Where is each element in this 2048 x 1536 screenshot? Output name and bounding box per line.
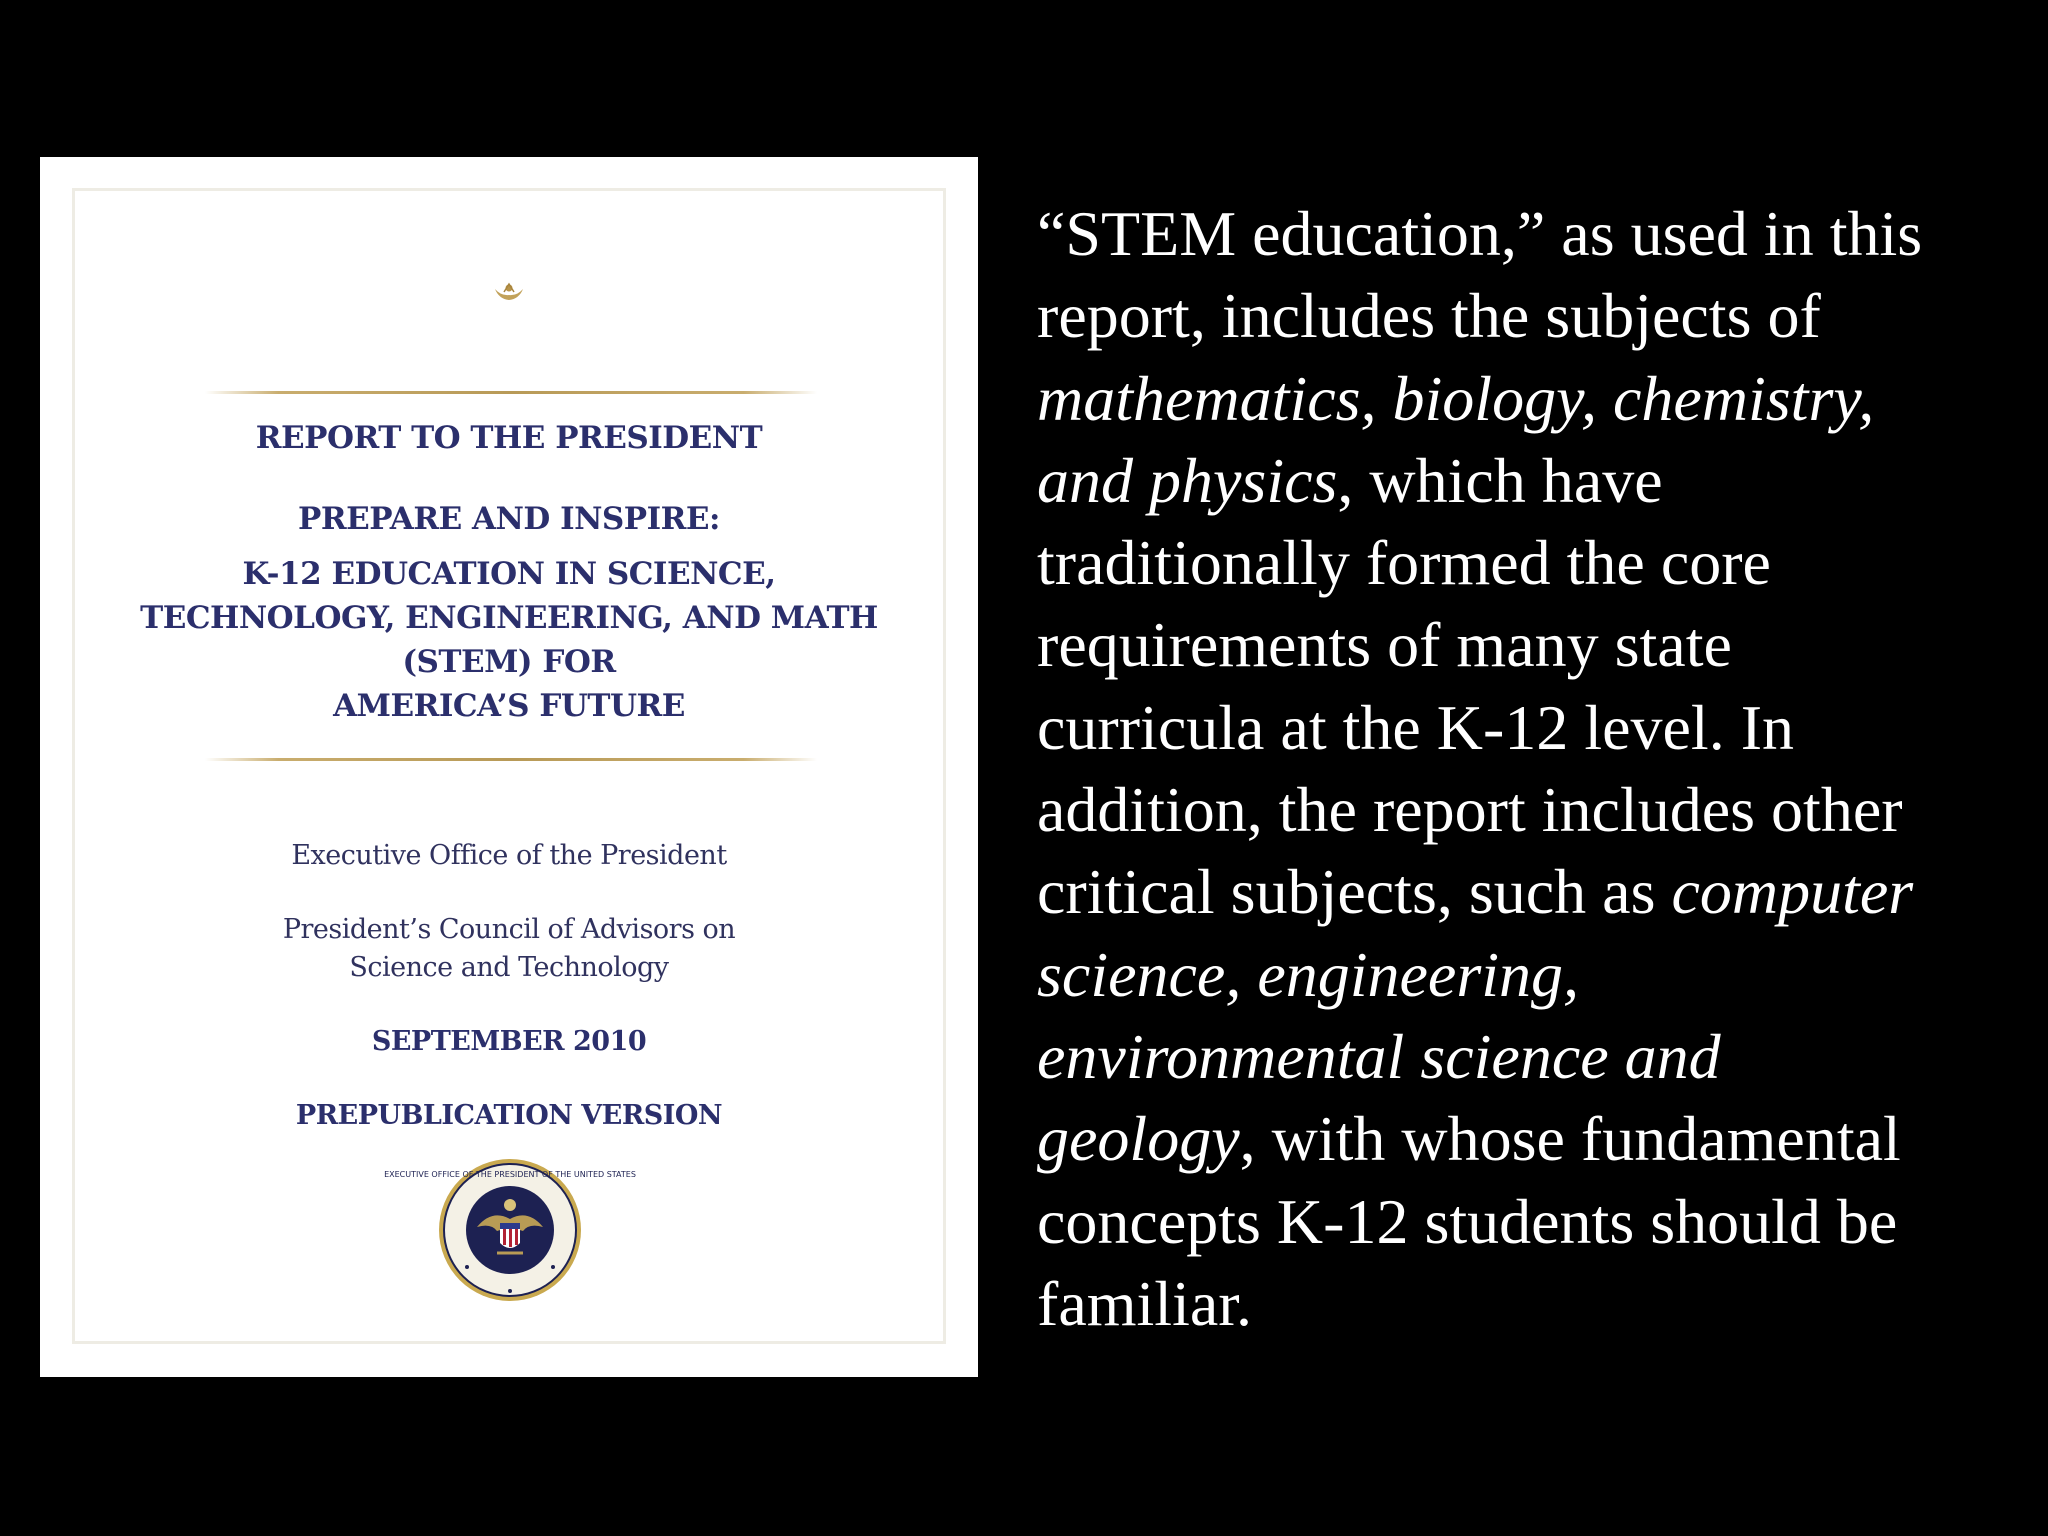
cover-council-line: President’s Council of Advisors on	[282, 914, 736, 945]
quote-line: report, includes the subjects of	[1037, 280, 1821, 352]
quote-line: concepts K-12 students should be	[1037, 1185, 1898, 1257]
quote-line: addition, the report includes other	[1037, 774, 1903, 846]
cover-office: Executive Office of the President	[291, 840, 727, 871]
quote-line	[1037, 1016, 2027, 1098]
quote-line: curricula at the K-12 level. In	[1037, 691, 1794, 763]
quote-line	[1037, 1098, 2027, 1180]
quote-italic-subjects: science, engineering,	[1037, 938, 1579, 1010]
quote-text: , which have	[1337, 444, 1663, 516]
cover-top-rule	[205, 391, 817, 394]
quote-line: traditionally formed the core	[1037, 527, 1771, 599]
cover-bottom-rule	[205, 758, 817, 761]
quote-line	[1037, 440, 2027, 522]
quote-italic-subjects: geology	[1037, 1103, 1240, 1175]
quote-line	[1037, 934, 2027, 1016]
eagle-crest-icon	[492, 280, 526, 302]
quote-text: , with whose fundamental	[1239, 1103, 1901, 1175]
quote-line	[1037, 358, 2027, 440]
seal-text: EXECUTIVE OFFICE OF THE PRESIDENT OF THE UNITED STATES	[384, 1170, 636, 1179]
stem-definition-quote	[1037, 193, 2027, 1345]
quote-italic-subjects: environmental science and	[1037, 1020, 1721, 1092]
quote-line: “STEM education,” as used in this	[1037, 198, 1923, 269]
report-label: REPORT TO THE PRESIDENT	[255, 420, 763, 456]
cover-title-line: PREPARE AND INSPIRE:	[298, 501, 720, 537]
quote-line: familiar.	[1037, 1267, 1253, 1339]
quote-italic-subjects: and physics	[1037, 444, 1338, 516]
quote-italic-subjects: computer	[1671, 856, 1914, 928]
quote-italic-subjects: mathematics, biology, chemistry,	[1037, 362, 1875, 434]
quote-line	[1037, 851, 2027, 933]
presidential-seal-icon	[384, 1157, 636, 1303]
quote-text: critical subjects, such as	[1037, 856, 1672, 928]
cover-council-line: Science and Technology	[349, 952, 669, 983]
cover-title-line: (STEM) FOR	[402, 644, 616, 680]
cover-title-line: TECHNOLOGY, ENGINEERING, AND MATH	[140, 600, 878, 636]
cover-date: SEPTEMBER 2010	[371, 1026, 647, 1057]
report-cover-image	[40, 157, 978, 1377]
cover-title-line: K-12 EDUCATION IN SCIENCE,	[242, 556, 776, 592]
quote-line: requirements of many state	[1037, 609, 1732, 681]
cover-version: PREPUBLICATION VERSION	[295, 1100, 723, 1131]
cover-title-line: AMERICA’S FUTURE	[333, 688, 685, 724]
